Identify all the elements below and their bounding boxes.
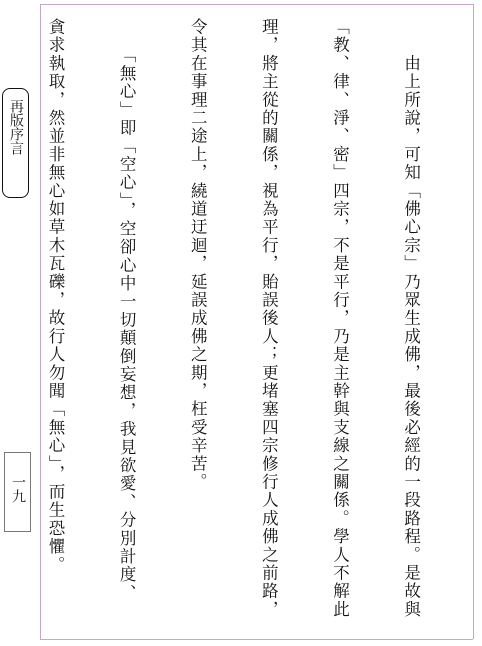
page-number-box [4,452,31,532]
vertical-text-body [44,18,470,630]
text-line: 由上所說，可知「佛心宗」乃眾生成佛，最後必經的一段路程。是故與 [401,18,421,619]
text-line: 「教、律、淨、密」四宗，不是平行，乃是主幹與支線之關係。學人不解此 [330,18,350,619]
text-line: 令其在事理二途上，繞道迂迴，延誤成佛之期，枉受辛苦。 [188,18,208,492]
text-line: 貪求執取，然並非無心如草木瓦礫，故行人勿聞「無心」，而生恐懼。 [46,18,66,574]
page-frame-left [40,4,41,639]
text-line: 理，將主從的關係，視為平行，貽誤後人；更堵塞四宗修行人成佛之前路， [259,18,279,619]
chapter-label: 再版序言 [8,99,24,155]
page-frame-top [40,4,473,5]
chapter-tab [2,88,29,198]
page-number: 一九 [10,475,26,503]
page-frame-right [473,4,474,639]
page-frame-bottom [40,639,473,640]
text-line: 「無心」即「空心」，空卻心中一切顛倒妄想，我見欲愛、分別計度、 [117,18,137,603]
